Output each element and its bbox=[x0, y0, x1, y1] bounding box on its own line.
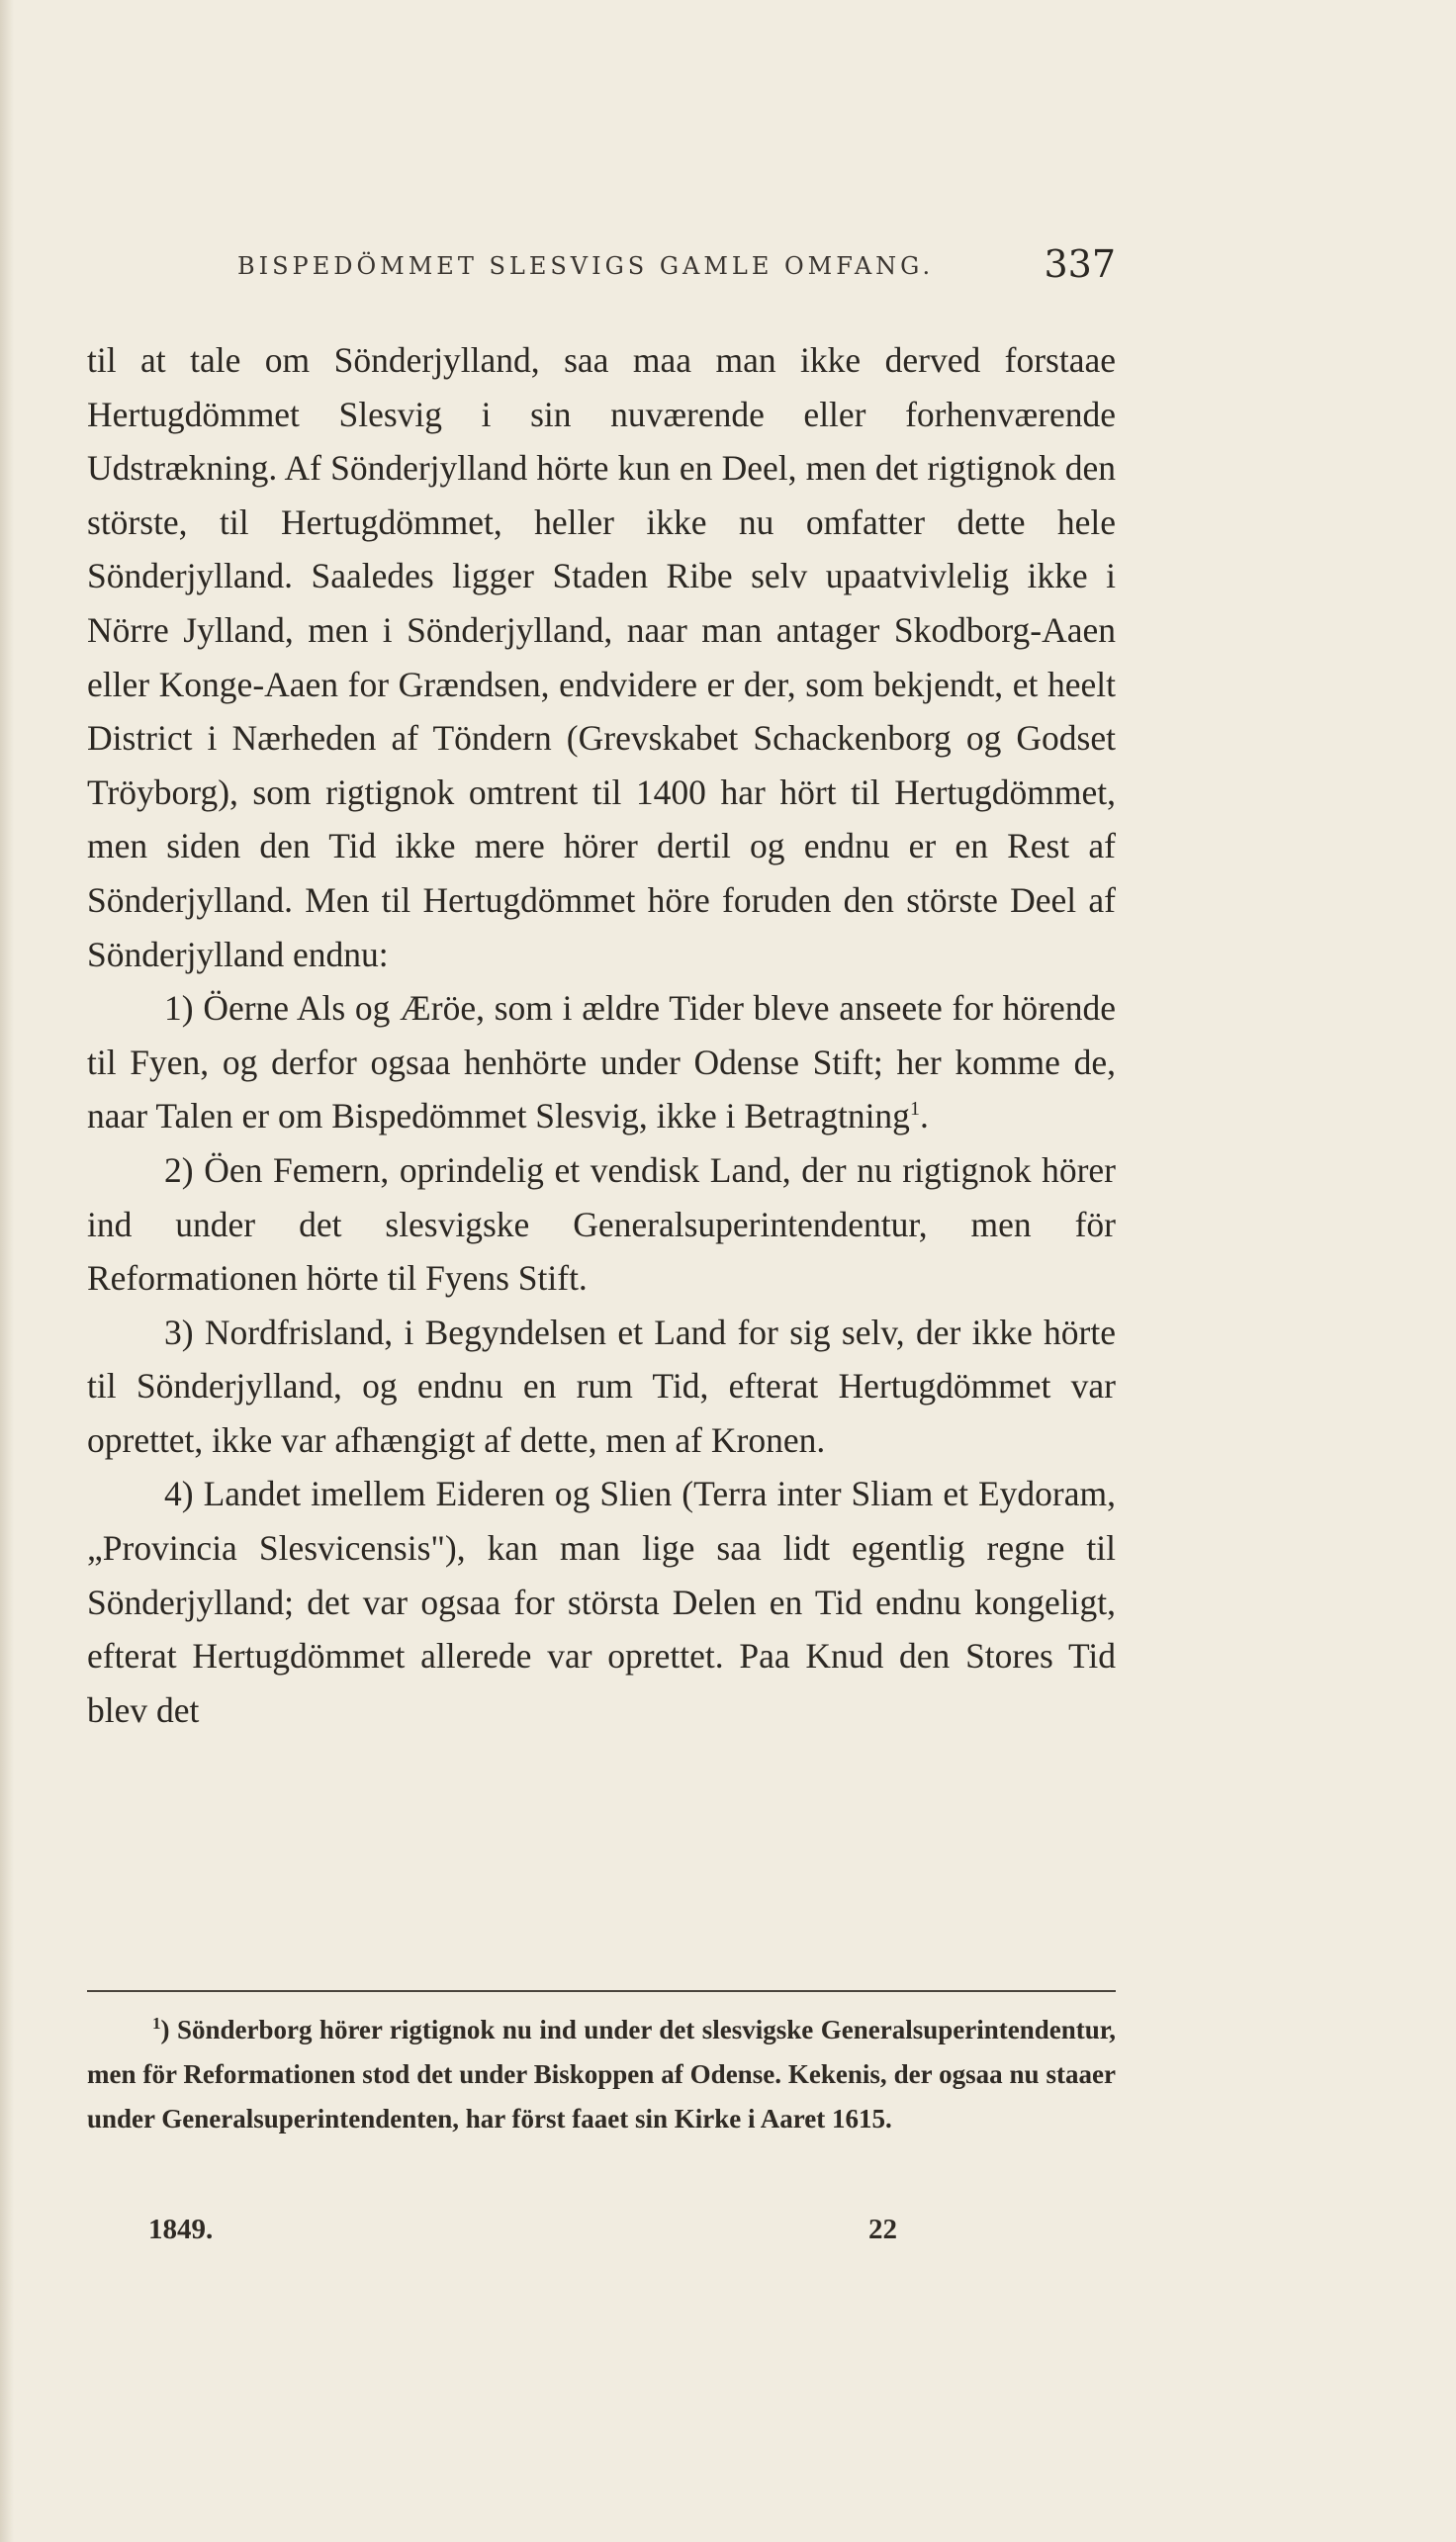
paragraph-intro: til at tale om Sönderjylland, saa maa man ikke derved forstaae Hertugdömmet Slesvig i sin nuværende eller forhenværende Udstrækning. Af Sönderjylland hörte kun en Deel, men det rigtignok den störste, til Hertugdömmet, heller ikke nu omfatter dette hele Sönderjylland. Saaledes ligger Staden Ribe selv upaatvivlelig ikke i Nörre Jylland, men i Sönderjylland, naar man antager Skodborg-Aaen eller Konge-Aaen for Grændsen, endvidere er der, som bekjendt, et heelt District i Nærheden af Töndern (Grevskabet Schackenborg og Godset Tröyborg), som rigtignok omtrent til 1400 har hört til Hertugdömmet, men siden den Tid ikke mere hörer dertil og endnu er en Rest af Sönderjylland. Men til Hertugdömmet höre foruden den störste Deel af Sönderjylland endnu: bbox=[87, 340, 1116, 974]
footnote-text: ) Sönderborg hörer rigtignok nu ind under det slesvigske Generalsuperintendentur, men för Reformationen stod det under Biskoppen af Odense. Kekenis, der ogsaa nu staaer under Generalsuperintendenten, har först faaet sin Kirke i Aaret 1615. bbox=[87, 2015, 1116, 2133]
running-head: BISPEDÖMMET SLESVIGS GAMLE OMFANG. bbox=[237, 252, 935, 280]
page-header bbox=[237, 242, 1116, 292]
paragraph-item-1: 1) Öerne Als og Æröe, som i ældre Tider bleve anseete for hörende til Fyen, og derfor ogsaa henhörte under Odense Stift; her komme de, naar Talen er om Bispedömmet Slesvig, ikke i Betragtning$^1$. bbox=[87, 988, 1116, 1136]
page-number: 337 bbox=[1044, 242, 1116, 286]
paragraph-item-3: 3) Nordfrisland, i Begyndelsen et Land for sig selv, der ikke hörte til Sönderjylland, og endnu en rum Tid, efterat Hertugdömmet var oprettet, ikke var afhængigt af dette, men af Kronen. bbox=[87, 1312, 1116, 1460]
footnote-reference: 1 bbox=[909, 1098, 920, 1121]
printer-signature: 22 bbox=[868, 2214, 897, 2245]
printing-year: 1849. bbox=[148, 2214, 214, 2245]
footnote-divider bbox=[87, 1990, 1116, 1992]
signature-line bbox=[148, 2214, 920, 2253]
body-text bbox=[87, 333, 1116, 1737]
paragraph-item-2: 2) Öen Femern, oprindelig et vendisk Land, der nu rigtignok hörer ind under det slesvigske Generalsuperintendentur, men för Reformationen hörte til Fyens Stift. bbox=[87, 1149, 1116, 1299]
footnote-marker: 1 bbox=[152, 2014, 161, 2033]
paragraph-item-4: 4) Landet imellem Eideren og Slien (Terra inter Sliam et Eydoram, „Provincia Slesvicensis"), kan man lige saa lidt egentlig regne til Sönderjylland; det var ogsaa for största Delen en Tid endnu kongeligt, efterat Hertugdömmet allerede var oprettet. Paa Knud den Stores Tid blev det bbox=[87, 1474, 1116, 1730]
page-edge bbox=[0, 0, 14, 2542]
footnote bbox=[87, 2008, 1116, 2141]
